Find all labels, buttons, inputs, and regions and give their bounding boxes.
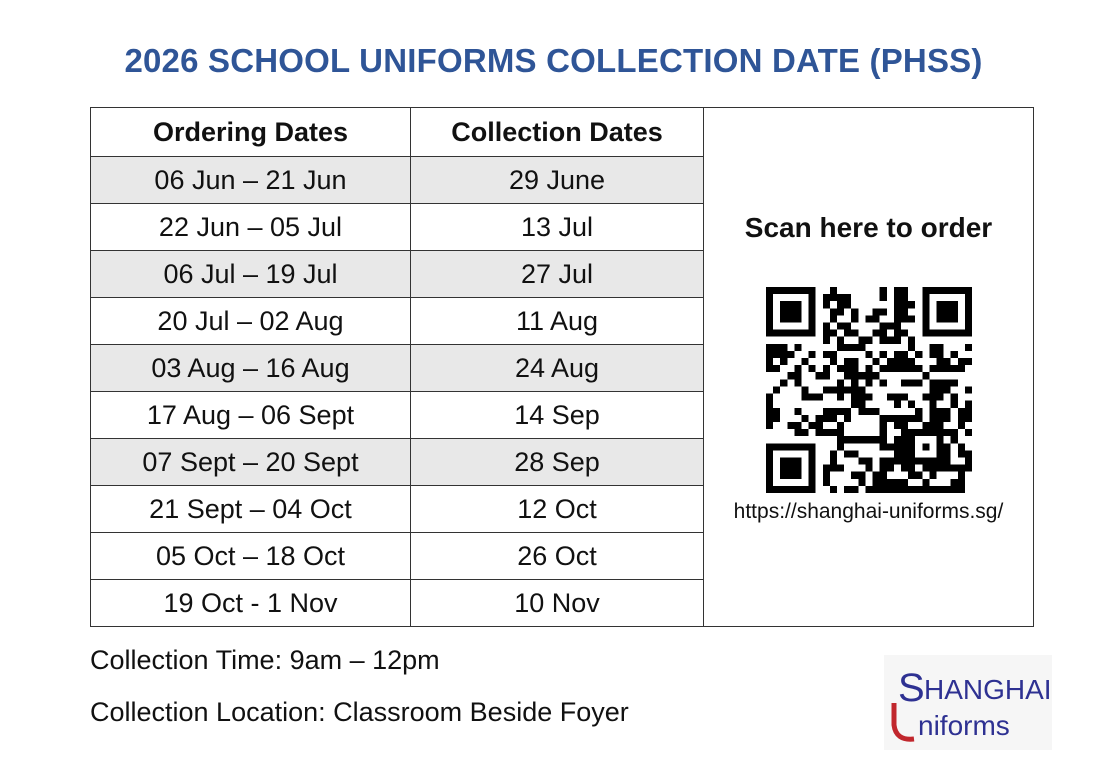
logo-s: S xyxy=(898,666,925,710)
collection-schedule-table xyxy=(90,107,1034,627)
qr-panel xyxy=(704,108,1034,627)
ordering-date-cell: 22 Jun – 05 Jul xyxy=(91,204,411,251)
logo-line1: HANGHAI xyxy=(924,674,1052,705)
table-header-row xyxy=(91,108,1034,157)
qr-code-icon[interactable] xyxy=(766,287,972,493)
ordering-date-cell: 17 Aug – 06 Sept xyxy=(91,392,411,439)
ordering-date-cell: 07 Sept – 20 Sept xyxy=(91,439,411,486)
collection-date-cell: 13 Jul xyxy=(411,204,704,251)
order-url[interactable]: https://shanghai-uniforms.sg/ xyxy=(733,500,1004,523)
ordering-date-cell: 06 Jun – 21 Jun xyxy=(91,157,411,204)
ordering-date-cell: 06 Jul – 19 Jul xyxy=(91,251,411,298)
ordering-date-cell: 03 Aug – 16 Aug xyxy=(91,345,411,392)
collection-date-cell: 14 Sep xyxy=(411,392,704,439)
ordering-date-cell: 19 Oct - 1 Nov xyxy=(91,580,411,627)
collection-date-cell: 28 Sep xyxy=(411,439,704,486)
scan-label: Scan here to order xyxy=(744,212,993,243)
collection-location: Collection Location: Classroom Beside Foyer xyxy=(90,697,629,727)
header-ordering-dates: Ordering Dates xyxy=(91,108,411,157)
header-collection-dates: Collection Dates xyxy=(411,108,704,157)
ordering-date-cell: 21 Sept – 04 Oct xyxy=(91,486,411,533)
collection-date-cell: 29 June xyxy=(411,157,704,204)
logo-line2: niforms xyxy=(918,710,1010,741)
collection-date-cell: 27 Jul xyxy=(411,251,704,298)
collection-date-cell: 10 Nov xyxy=(411,580,704,627)
collection-date-cell: 24 Aug xyxy=(411,345,704,392)
shanghai-uniforms-logo xyxy=(884,655,1052,750)
ordering-date-cell: 05 Oct – 18 Oct xyxy=(91,533,411,580)
collection-date-cell: 11 Aug xyxy=(411,298,704,345)
page-title: 2026 SCHOOL UNIFORMS COLLECTION DATE (PHSS) xyxy=(124,42,983,79)
ordering-date-cell: 20 Jul – 02 Aug xyxy=(91,298,411,345)
collection-date-cell: 12 Oct xyxy=(411,486,704,533)
collection-time: Collection Time: 9am – 12pm xyxy=(90,645,440,675)
collection-date-cell: 26 Oct xyxy=(411,533,704,580)
